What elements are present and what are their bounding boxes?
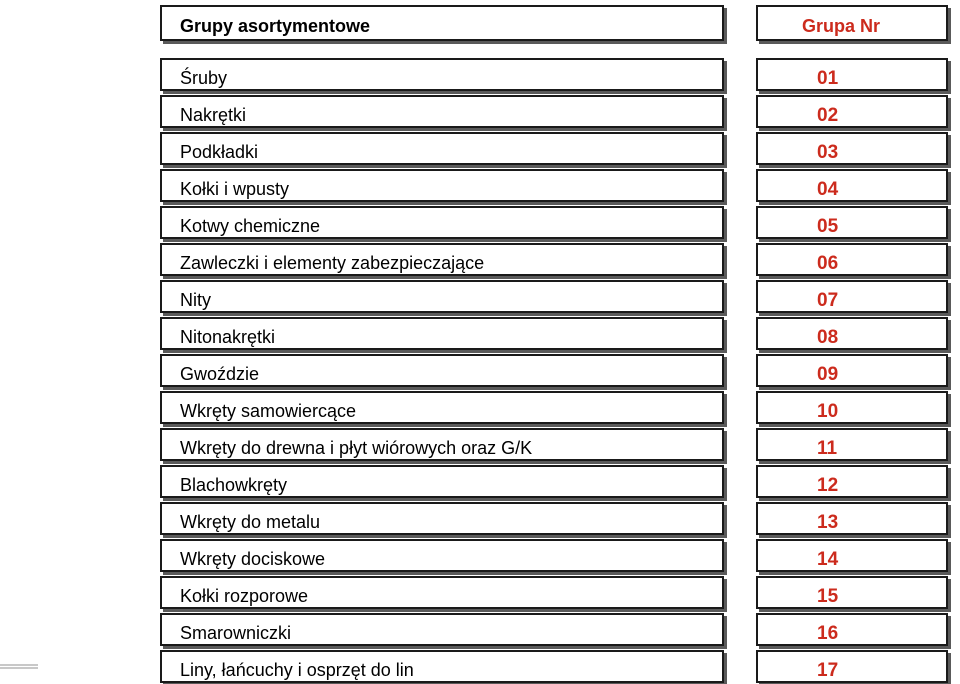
column-header-groups: Grupy asortymentowe [160,5,724,41]
group-name-cell: Gwoździe [160,354,724,387]
group-name-cell: Smarowniczki [160,613,724,646]
group-name-cell: Wkręty dociskowe [160,539,724,572]
group-number-cell: 07 [756,280,948,313]
group-number-cell: 12 [756,465,948,498]
group-name-cell: Blachowkręty [160,465,724,498]
group-number-cell: 15 [756,576,948,609]
group-name-cell: Kołki rozporowe [160,576,724,609]
group-number-cell: 06 [756,243,948,276]
group-name-cell: Liny, łańcuchy i osprzęt do lin [160,650,724,683]
group-name-cell: Wkręty samowiercące [160,391,724,424]
group-name-cell: Śruby [160,58,724,91]
group-number-cell: 14 [756,539,948,572]
group-number-cell: 05 [756,206,948,239]
edge-marker [0,664,38,669]
group-name-cell: Wkręty do drewna i płyt wiórowych oraz G/K [160,428,724,461]
group-number-cell: 09 [756,354,948,387]
group-name-cell: Kołki i wpusty [160,169,724,202]
group-number-cell: 03 [756,132,948,165]
group-name-cell: Wkręty do metalu [160,502,724,535]
group-number-cell: 17 [756,650,948,683]
group-name-cell: Kotwy chemiczne [160,206,724,239]
group-name-cell: Nitonakrętki [160,317,724,350]
group-number-cell: 01 [756,58,948,91]
group-name-cell: Nakrętki [160,95,724,128]
group-number-cell: 13 [756,502,948,535]
group-number-cell: 08 [756,317,948,350]
group-name-cell: Zawleczki i elementy zabezpieczające [160,243,724,276]
group-number-cell: 16 [756,613,948,646]
group-name-cell: Podkładki [160,132,724,165]
column-header-group-number: Grupa Nr [756,5,948,41]
group-number-cell: 10 [756,391,948,424]
group-number-cell: 02 [756,95,948,128]
group-number-cell: 04 [756,169,948,202]
group-name-cell: Nity [160,280,724,313]
group-number-cell: 11 [756,428,948,461]
